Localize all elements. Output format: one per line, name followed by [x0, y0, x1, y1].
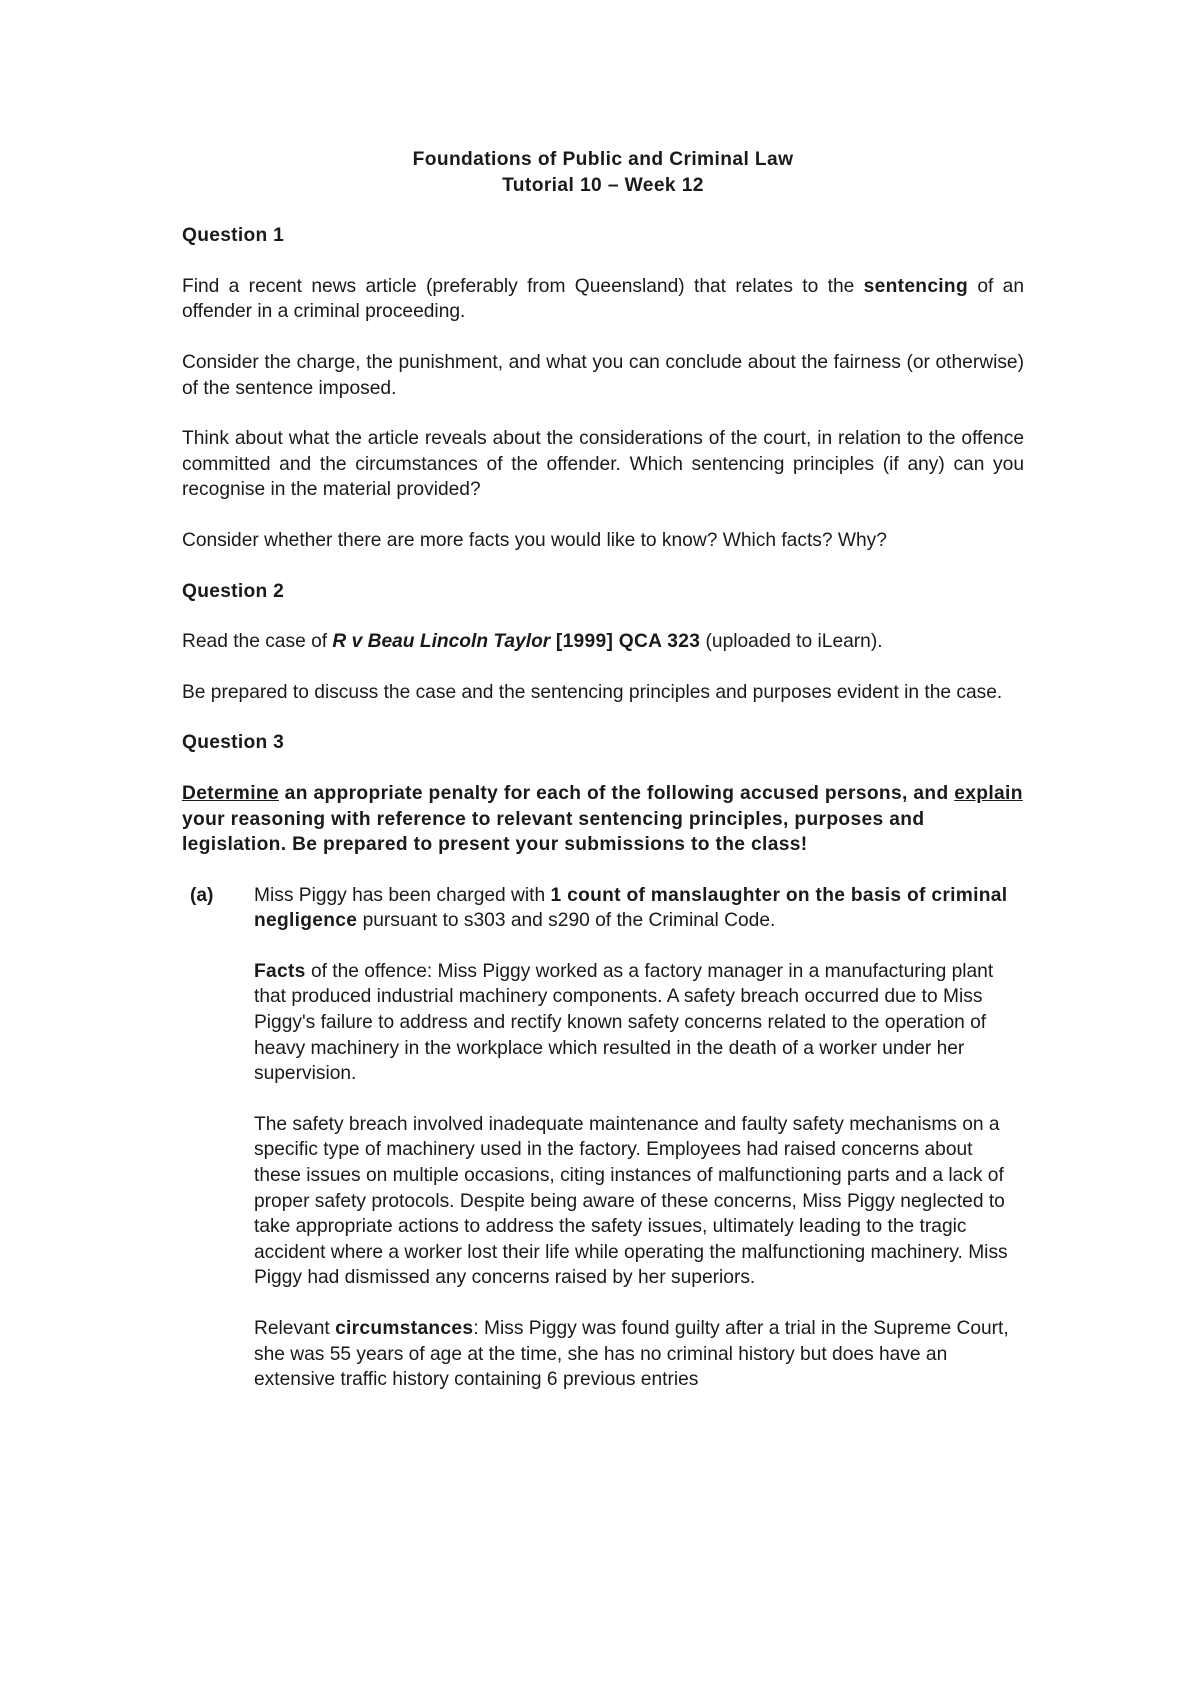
circ-text: : Miss Piggy was found guilty after a trial in the Supreme Court, she was 55 years of age at the time, she has no criminal history but does have an extensive traffic history containing 6 previous entries: [254, 1318, 1009, 1391]
q2-case-name: R v Beau Lincoln Taylor: [332, 631, 551, 653]
facts-text: of the offence: Miss Piggy worked as a factory manager in a manufacturing plant that produced industrial machinery components. A safety breach occurred due to Miss Piggy's failure to address and rectify known safety concerns related to the operation of heavy machinery in the workplace which resulted in the death of a worker under her supervision.: [254, 960, 994, 1085]
q3-item-a-circumstances: [254, 1316, 1024, 1393]
q3-item-a: [182, 883, 1024, 1393]
q2-case-citation: [1999] QCA 323: [550, 631, 701, 653]
question-3-heading: Question 3: [182, 732, 285, 754]
q1-p1-text-a: Find a recent news article (preferably from Queensland) that relates to the: [182, 275, 864, 297]
charge-text-a: Miss Piggy has been charged with: [254, 884, 551, 906]
title-line-1: Foundations of Public and Criminal Law: [412, 149, 794, 170]
q2-paragraph-1: [182, 629, 1024, 655]
q3-instructions: [182, 781, 1024, 858]
q3-explain: explain: [954, 782, 1023, 804]
q3-item-a-charge: [254, 883, 1024, 934]
q1-p1-bold: sentencing: [863, 275, 968, 297]
q1-paragraph-3: Think about what the article reveals about the considerations of the court, in relation to the offence committed and the circumstances of the offender. Which sentencing principles (if any) can you recognise in the material provided?: [182, 428, 1024, 501]
document-body: [182, 147, 1024, 1393]
q3-determine: Determine: [182, 782, 279, 804]
q1-paragraph-1: [182, 274, 1024, 325]
q3-instr-text-a: an appropriate penalty for each of the following accused persons, and: [279, 782, 955, 804]
q3-instr-text-b: your reasoning with reference to relevant sentencing principles, purposes and legislation. Be prepared to present your submissions to the class!: [182, 808, 925, 856]
q2-p1-text-a: Read the case of: [182, 631, 333, 653]
facts-bold: Facts: [254, 960, 306, 982]
q3-item-a-facts: [254, 959, 1024, 1087]
charge-bold: 1 count of manslaughter on the basis of criminal negligence: [254, 884, 1008, 932]
circ-bold: circumstances: [335, 1318, 474, 1339]
q1-paragraph-4: Consider whether there are more facts you would like to know? Which facts? Why?: [182, 529, 887, 551]
q2-p1-text-b: (uploaded to iLearn).: [700, 631, 883, 653]
document-title: [182, 147, 1024, 198]
q2-paragraph-2: Be prepared to discuss the case and the sentencing principles and purposes evident in the case.: [182, 681, 1003, 703]
q3-item-a-label: (a): [190, 884, 214, 906]
question-1-heading: Question 1: [182, 225, 285, 247]
question-2-heading: Question 2: [182, 580, 285, 602]
q1-p1-text-b: of an offender in a criminal proceeding.: [182, 275, 1025, 323]
circ-text-a: Relevant: [254, 1318, 336, 1339]
charge-text-b: pursuant to s303 and s290 of the Criminal Code.: [357, 910, 776, 932]
title-line-2: Tutorial 10 – Week 12: [502, 174, 704, 196]
q3-item-a-breach: The safety breach involved inadequate maintenance and faulty safety mechanisms on a specific type of machinery used in the factory. Employees had raised concerns about these issues on multiple occasions, citing instances of malfunctioning parts and a lack of proper safety protocols. Despite being aware of these concerns, Miss Piggy neglected to take appropriate actions to address the safety issues, ultimately leading to the tragic accident where a worker lost their life while operating the malfunctioning machinery. Miss Piggy had dismissed any concerns raised by her superiors.: [254, 1113, 1008, 1289]
q1-paragraph-2: Consider the charge, the punishment, and what you can conclude about the fairness (or otherwise) of the sentence imposed.: [182, 351, 1024, 399]
